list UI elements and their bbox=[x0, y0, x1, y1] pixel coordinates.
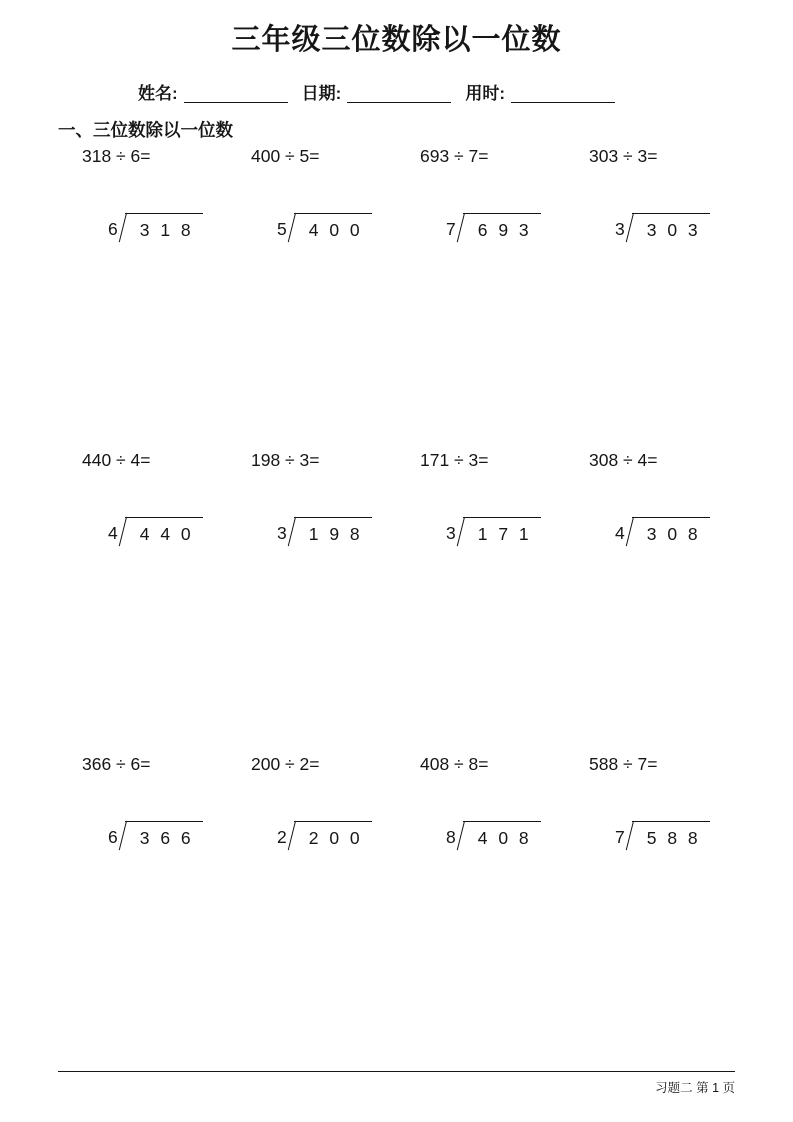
long-division-frame bbox=[108, 517, 203, 547]
long-division-frame bbox=[615, 213, 710, 243]
long-division-divisor: 3 bbox=[277, 523, 287, 543]
time-label: 用时: bbox=[465, 84, 506, 103]
division-equation: 588 ÷ 7= bbox=[589, 754, 658, 774]
division-equation: 200 ÷ 2= bbox=[251, 754, 320, 774]
division-equation: 366 ÷ 6= bbox=[82, 754, 151, 774]
long-division-dividend: 4 4 0 bbox=[125, 517, 203, 547]
long-division-cell bbox=[589, 821, 758, 851]
long-division-frame bbox=[615, 821, 710, 851]
long-division-cell bbox=[82, 821, 251, 851]
long-division-divisor: 6 bbox=[108, 827, 118, 847]
long-division-frame bbox=[446, 213, 541, 243]
time-blank bbox=[511, 84, 615, 103]
long-division-frame bbox=[108, 213, 203, 243]
problem-group-3 bbox=[0, 753, 793, 851]
long-division-divisor: 4 bbox=[615, 523, 625, 543]
long-division-cell bbox=[251, 517, 420, 547]
equation-row bbox=[82, 753, 793, 775]
long-division-divisor: 3 bbox=[446, 523, 456, 543]
division-equation: 318 ÷ 6= bbox=[82, 146, 151, 166]
long-division-frame bbox=[277, 213, 372, 243]
long-division-row bbox=[82, 821, 793, 851]
footer-page-label: 习题二 第 1 页 bbox=[655, 1081, 735, 1095]
equation-row bbox=[82, 449, 793, 471]
equation-row bbox=[82, 145, 793, 167]
division-equation: 303 ÷ 3= bbox=[589, 146, 658, 166]
division-equation: 440 ÷ 4= bbox=[82, 450, 151, 470]
long-division-cell bbox=[589, 517, 758, 547]
problem-group-1 bbox=[0, 145, 793, 449]
long-division-divisor: 7 bbox=[615, 827, 625, 847]
student-info-row bbox=[138, 82, 793, 104]
long-division-frame bbox=[108, 821, 203, 851]
long-division-dividend: 2 0 0 bbox=[294, 821, 372, 851]
work-space bbox=[0, 243, 793, 449]
division-equation: 408 ÷ 8= bbox=[420, 754, 489, 774]
long-division-cell bbox=[251, 213, 420, 243]
long-division-cell bbox=[82, 213, 251, 243]
long-division-frame bbox=[446, 821, 541, 851]
long-division-cell bbox=[251, 821, 420, 851]
date-blank bbox=[347, 84, 451, 103]
long-division-divisor: 4 bbox=[108, 523, 118, 543]
long-division-divisor: 2 bbox=[277, 827, 287, 847]
long-division-dividend: 1 9 8 bbox=[294, 517, 372, 547]
division-equation: 308 ÷ 4= bbox=[589, 450, 658, 470]
division-equation: 400 ÷ 5= bbox=[251, 146, 320, 166]
long-division-cell bbox=[420, 213, 589, 243]
long-division-frame bbox=[615, 517, 710, 547]
long-division-frame bbox=[277, 821, 372, 851]
long-division-dividend: 4 0 0 bbox=[294, 213, 372, 243]
long-division-cell bbox=[420, 821, 589, 851]
long-division-divisor: 6 bbox=[108, 219, 118, 239]
long-division-dividend: 5 8 8 bbox=[632, 821, 710, 851]
long-division-row bbox=[82, 517, 793, 547]
section-title: 一、三位数除以一位数 bbox=[58, 120, 233, 140]
work-space bbox=[0, 547, 793, 753]
long-division-divisor: 5 bbox=[277, 219, 287, 239]
long-division-dividend: 6 9 3 bbox=[463, 213, 541, 243]
problem-group-2 bbox=[0, 449, 793, 753]
division-equation: 198 ÷ 3= bbox=[251, 450, 320, 470]
name-blank bbox=[184, 84, 288, 103]
long-division-dividend: 4 0 8 bbox=[463, 821, 541, 851]
long-division-dividend: 3 1 8 bbox=[125, 213, 203, 243]
long-division-dividend: 3 0 3 bbox=[632, 213, 710, 243]
division-equation: 693 ÷ 7= bbox=[420, 146, 489, 166]
long-division-frame bbox=[446, 517, 541, 547]
long-division-dividend: 3 6 6 bbox=[125, 821, 203, 851]
long-division-divisor: 3 bbox=[615, 219, 625, 239]
date-label: 日期: bbox=[301, 84, 342, 103]
long-division-divisor: 8 bbox=[446, 827, 456, 847]
long-division-dividend: 1 7 1 bbox=[463, 517, 541, 547]
long-division-divisor: 7 bbox=[446, 219, 456, 239]
name-label: 姓名: bbox=[138, 84, 178, 103]
long-division-frame bbox=[277, 517, 372, 547]
page-title: 三年级三位数除以一位数 bbox=[231, 24, 562, 56]
long-division-cell bbox=[589, 213, 758, 243]
long-division-cell bbox=[420, 517, 589, 547]
long-division-row bbox=[82, 213, 793, 243]
long-division-cell bbox=[82, 517, 251, 547]
footer-divider bbox=[58, 1071, 735, 1072]
division-equation: 171 ÷ 3= bbox=[420, 450, 489, 470]
long-division-dividend: 3 0 8 bbox=[632, 517, 710, 547]
